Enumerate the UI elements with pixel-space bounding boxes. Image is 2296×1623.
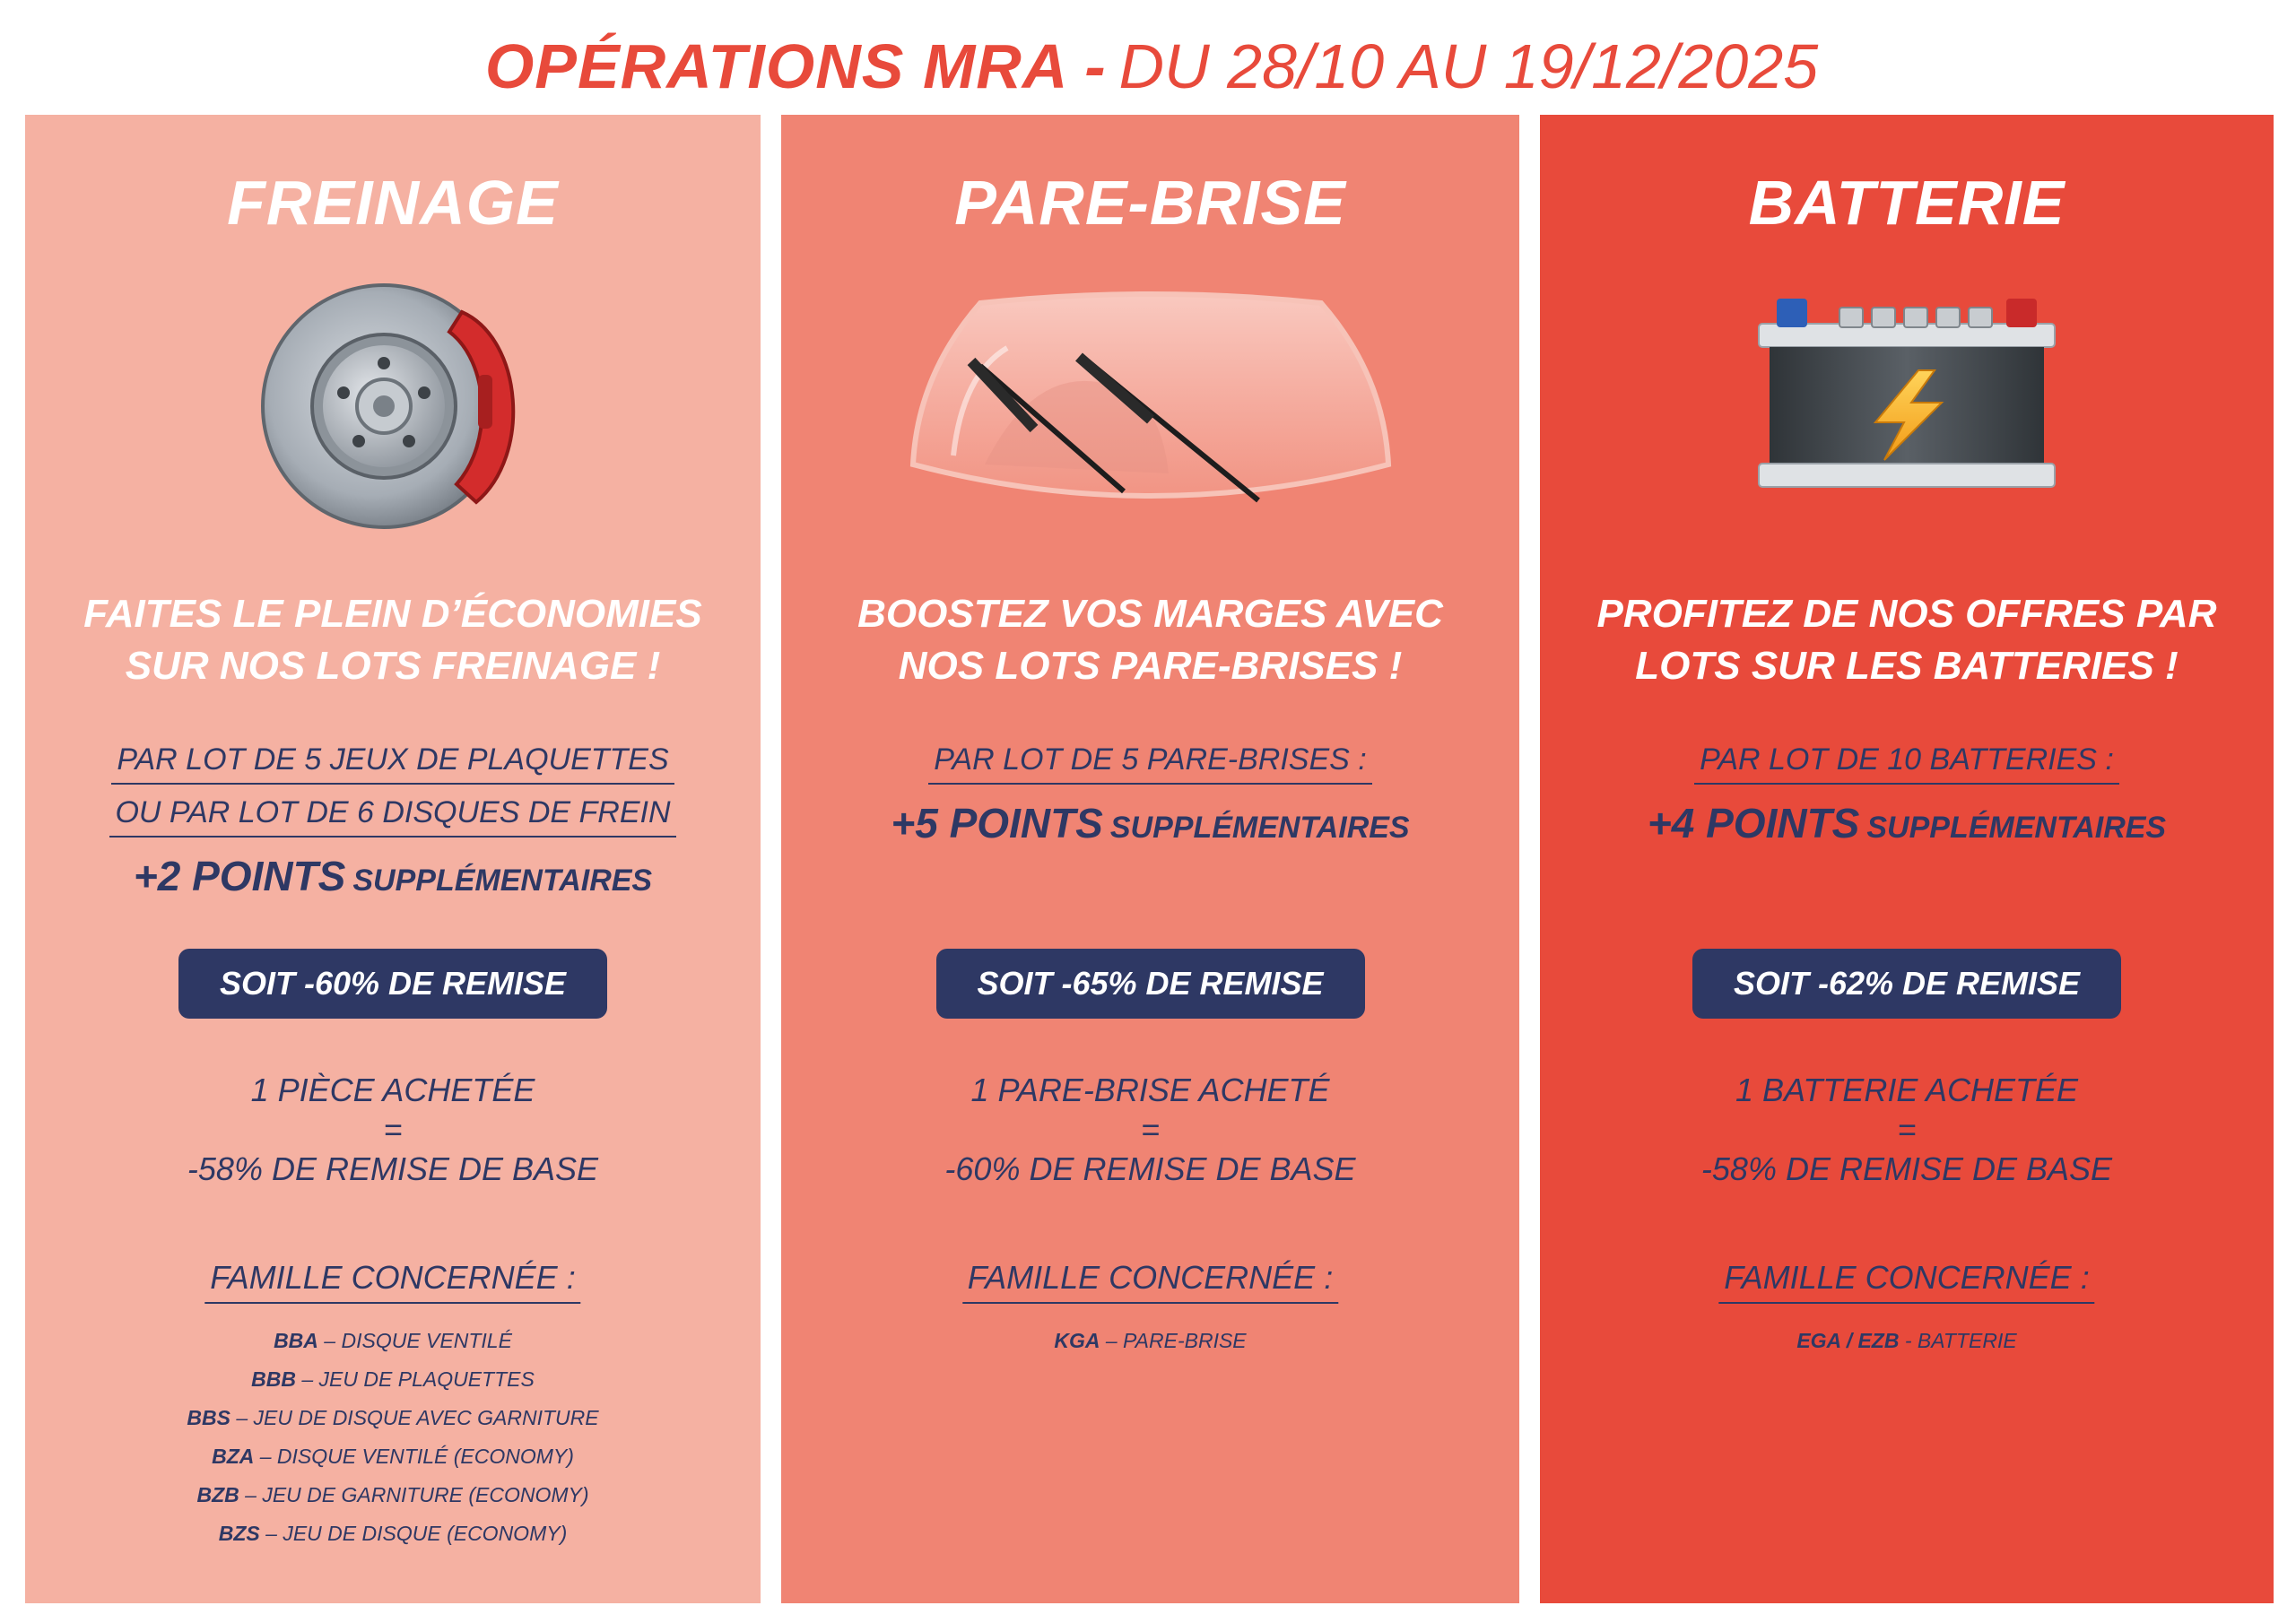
points-bonus <box>781 799 1519 847</box>
family-list <box>1540 1322 2274 1360</box>
discount-badge: SOIT -60% DE REMISE <box>178 949 607 1019</box>
promo-banner <box>405 20 1898 113</box>
family-code: EGA / EZB <box>1796 1329 1900 1352</box>
family-label: – DISQUE VENTILÉ (ECONOMY) <box>254 1445 574 1468</box>
points-suffix: SUPPLÉMENTAIRES <box>352 864 653 898</box>
headline-line: FAITES LE PLEIN D’ÉCONOMIES <box>83 592 702 636</box>
family-code: KGA <box>1054 1329 1100 1352</box>
family-item <box>25 1322 761 1360</box>
conditions <box>25 742 761 900</box>
base-line: -58% DE REMISE DE BASE <box>1700 1150 2113 1187</box>
family-code: BBS <box>187 1406 230 1429</box>
discount-badge: SOIT -65% DE REMISE <box>936 949 1365 1019</box>
headline-line: SUR NOS LOTS FREINAGE ! <box>125 644 661 688</box>
category-title: BATTERIE <box>1748 168 2066 238</box>
windshield-icon <box>900 285 1402 527</box>
condition-text: PAR LOT DE 5 PARE-BRISES : <box>928 742 1371 785</box>
headline <box>1558 588 2256 692</box>
offer-column-freinage <box>25 115 761 1603</box>
base-line: 1 PARE-BRISE ACHETÉ <box>970 1072 1330 1108</box>
headline <box>799 588 1501 692</box>
points-suffix: SUPPLÉMENTAIRES <box>1109 811 1410 845</box>
family-title: FAMILLE CONCERNÉE : <box>1718 1259 2094 1304</box>
points-value: +4 POINTS <box>1647 800 1860 846</box>
family-item <box>25 1360 761 1399</box>
family-item <box>781 1322 1519 1360</box>
points-value: +5 POINTS <box>891 800 1103 846</box>
base-line: -60% DE REMISE DE BASE <box>944 1150 1356 1187</box>
family-label: – JEU DE DISQUE AVEC GARNITURE <box>230 1406 599 1429</box>
base-discount <box>25 1071 761 1189</box>
family-code: BBB <box>251 1367 296 1391</box>
family-code: BZA <box>212 1445 255 1468</box>
headline <box>43 588 743 692</box>
discount-badge: SOIT -62% DE REMISE <box>1692 949 2121 1019</box>
points-suffix: SUPPLÉMENTAIRES <box>1866 811 2167 845</box>
points-bonus <box>25 852 761 900</box>
family-item <box>25 1437 761 1476</box>
offer-column-pare-brise <box>781 115 1519 1603</box>
car-battery-icon <box>1750 281 2064 496</box>
family-title: FAMILLE CONCERNÉE : <box>962 1259 1338 1304</box>
base-line: = <box>1897 1111 1917 1148</box>
headline-line: PROFITEZ DE NOS OFFRES PAR <box>1596 592 2217 636</box>
family-item <box>25 1399 761 1437</box>
headline-line: BOOSTEZ VOS MARGES AVEC <box>857 592 1443 636</box>
headline-line: NOS LOTS PARE-BRISES ! <box>898 644 1403 688</box>
family-label: - BATTERIE <box>1899 1329 2017 1352</box>
banner-title: OPÉRATIONS MRA - <box>484 31 1107 101</box>
condition-text: PAR LOT DE 5 JEUX DE PLAQUETTES <box>111 742 674 785</box>
family-label: – PARE-BRISE <box>1100 1329 1247 1352</box>
family-item <box>25 1476 761 1515</box>
points-bonus <box>1540 799 2274 847</box>
base-line: = <box>383 1111 403 1148</box>
family-list <box>781 1322 1519 1360</box>
family-list <box>25 1322 761 1553</box>
family-label: – JEU DE PLAQUETTES <box>295 1367 535 1391</box>
category-title: PARE-BRISE <box>954 168 1346 238</box>
offer-column-batterie <box>1540 115 2274 1603</box>
base-line: 1 BATTERIE ACHETÉE <box>1735 1072 2079 1108</box>
condition-text: OU PAR LOT DE 6 DISQUES DE FREIN <box>109 795 675 838</box>
conditions <box>1540 742 2274 847</box>
family-item <box>25 1515 761 1553</box>
base-discount <box>1540 1071 2274 1189</box>
headline-line: LOTS SUR LES BATTERIES ! <box>1635 644 2179 688</box>
family-label: – DISQUE VENTILÉ <box>317 1329 512 1352</box>
family-title: FAMILLE CONCERNÉE : <box>204 1259 580 1304</box>
conditions <box>781 742 1519 847</box>
category-title: FREINAGE <box>227 168 559 238</box>
family-label: – JEU DE DISQUE (ECONOMY) <box>259 1522 568 1545</box>
family-item <box>1540 1322 2274 1360</box>
family-label: – JEU DE GARNITURE (ECONOMY) <box>239 1483 589 1506</box>
banner-dates: DU 28/10 AU 19/12/2025 <box>1118 31 1819 101</box>
brake-disc-icon <box>254 276 532 536</box>
family-code: BBA <box>274 1329 318 1352</box>
family-code: BZB <box>196 1483 239 1506</box>
base-line: = <box>1140 1111 1161 1148</box>
points-value: +2 POINTS <box>133 853 346 899</box>
family-code: BZS <box>218 1522 260 1545</box>
condition-text: PAR LOT DE 10 BATTERIES : <box>1694 742 2119 785</box>
base-line: -58% DE REMISE DE BASE <box>187 1150 599 1187</box>
base-line: 1 PIÈCE ACHETÉE <box>250 1072 535 1108</box>
base-discount <box>781 1071 1519 1189</box>
